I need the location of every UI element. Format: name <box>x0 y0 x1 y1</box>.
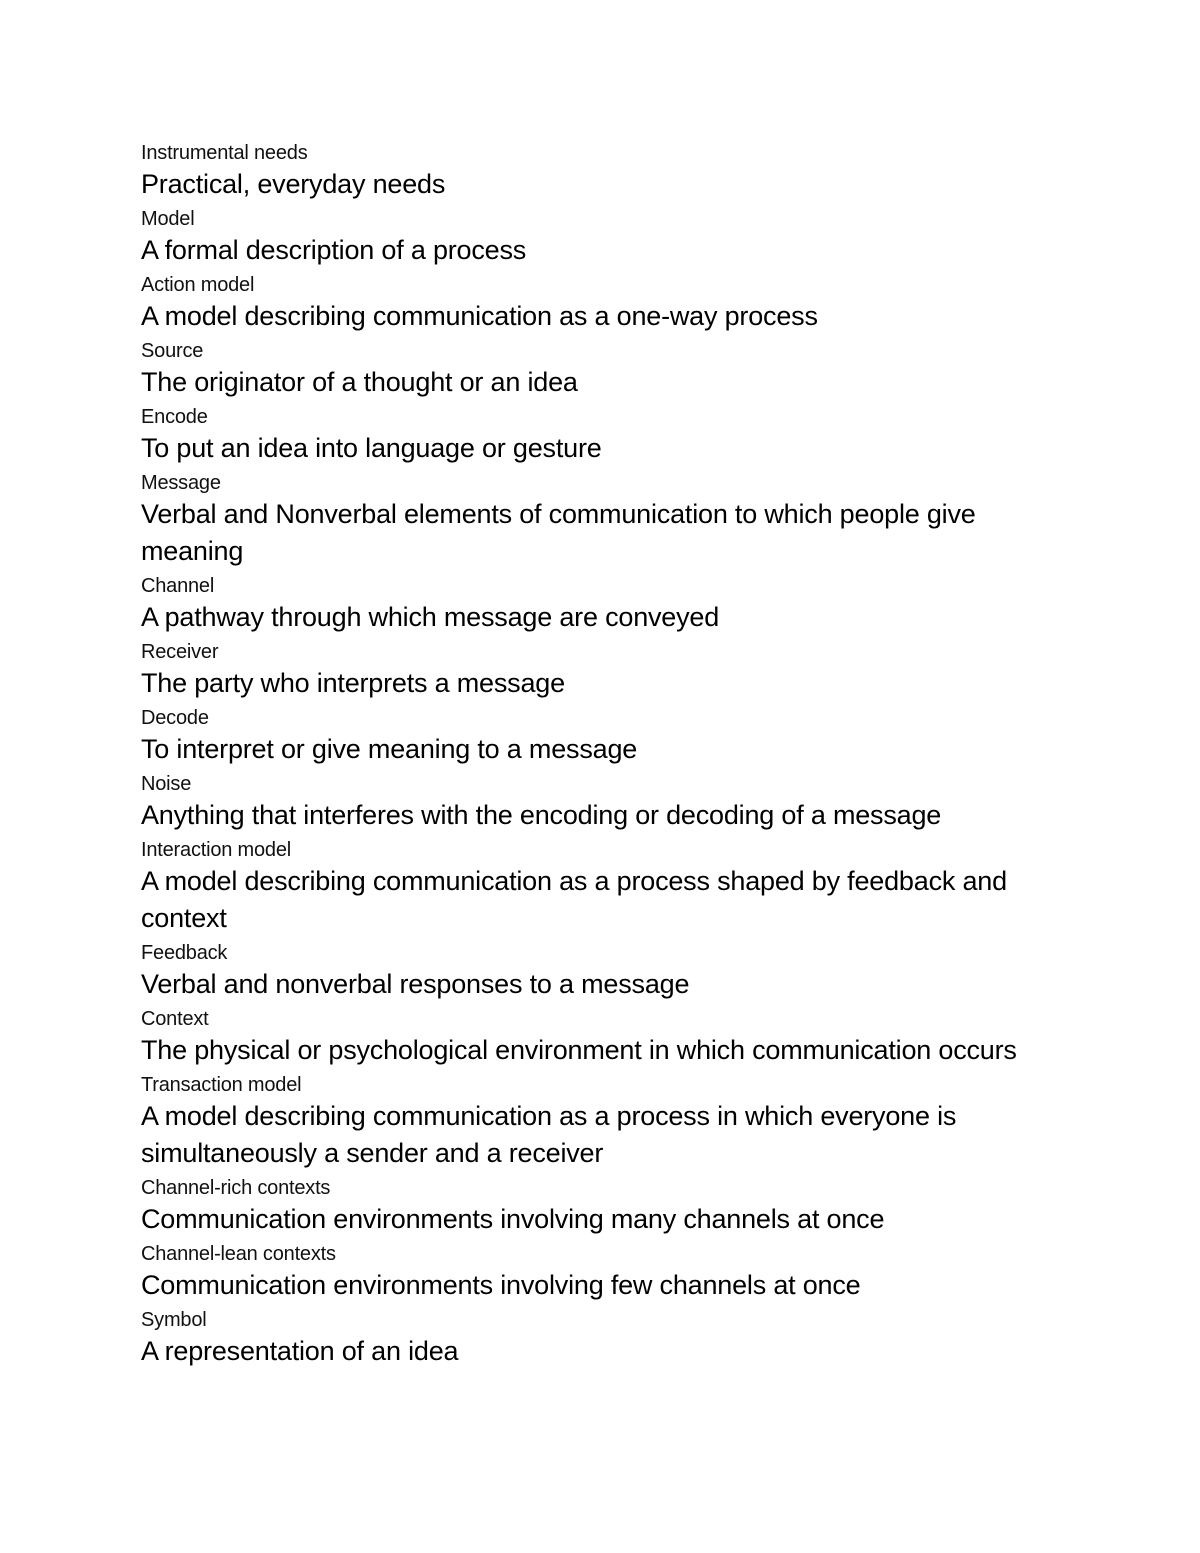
glossary-entry <box>141 1307 1081 1370</box>
definition-channel-lean-contexts: Communication environments involving few channels at once <box>141 1270 861 1300</box>
term-noise: Noise <box>141 773 192 795</box>
definition-message: Verbal and Nonverbal elements of communication to which people give meaning <box>141 499 976 566</box>
glossary-entry <box>141 1072 1081 1172</box>
glossary-entry <box>141 771 1081 834</box>
term-model: Model <box>141 208 195 230</box>
definition-source: The originator of a thought or an idea <box>141 367 578 397</box>
definition-symbol: A representation of an idea <box>141 1336 459 1366</box>
glossary-entry <box>141 1006 1081 1069</box>
glossary-entry <box>141 837 1081 937</box>
glossary-entry <box>141 338 1081 401</box>
definition-feedback: Verbal and nonverbal responses to a message <box>141 969 690 999</box>
definition-channel: A pathway through which message are conveyed <box>141 602 720 632</box>
glossary-entry <box>141 573 1081 636</box>
glossary-entry <box>141 1241 1081 1304</box>
term-channel: Channel <box>141 575 215 597</box>
term-encode: Encode <box>141 406 208 428</box>
glossary-entry <box>141 404 1081 467</box>
glossary-entry <box>141 272 1081 335</box>
definition-interaction-model: A model describing communication as a process shaped by feedback and context <box>141 866 1007 933</box>
glossary-list <box>141 140 1081 1373</box>
glossary-entry <box>141 705 1081 768</box>
definition-context: The physical or psychological environment in which communication occurs <box>141 1035 1017 1065</box>
definition-encode: To put an idea into language or gesture <box>141 433 602 463</box>
definition-instrumental-needs: Practical, everyday needs <box>141 169 446 199</box>
term-context: Context <box>141 1008 209 1030</box>
glossary-entry <box>141 639 1081 702</box>
term-action-model: Action model <box>141 274 255 296</box>
definition-transaction-model: A model describing communication as a process in which everyone is simultaneously a sender and a receiver <box>141 1101 957 1168</box>
term-receiver: Receiver <box>141 641 219 663</box>
term-decode: Decode <box>141 707 209 729</box>
definition-action-model: A model describing communication as a one-way process <box>141 301 818 331</box>
term-channel-rich-contexts: Channel-rich contexts <box>141 1177 331 1199</box>
definition-channel-rich-contexts: Communication environments involving many channels at once <box>141 1204 885 1234</box>
glossary-entry <box>141 1175 1081 1238</box>
glossary-entry <box>141 206 1081 269</box>
definition-receiver: The party who interprets a message <box>141 668 565 698</box>
term-source: Source <box>141 340 204 362</box>
glossary-entry <box>141 140 1081 203</box>
term-symbol: Symbol <box>141 1309 207 1331</box>
term-transaction-model: Transaction model <box>141 1074 302 1096</box>
term-instrumental-needs: Instrumental needs <box>141 142 308 164</box>
definition-decode: To interpret or give meaning to a message <box>141 734 638 764</box>
definition-model: A formal description of a process <box>141 235 527 265</box>
definition-noise: Anything that interferes with the encoding or decoding of a message <box>141 800 942 830</box>
term-feedback: Feedback <box>141 942 228 964</box>
glossary-entry <box>141 470 1081 570</box>
term-message: Message <box>141 472 221 494</box>
glossary-entry <box>141 940 1081 1003</box>
term-interaction-model: Interaction model <box>141 839 292 861</box>
term-channel-lean-contexts: Channel-lean contexts <box>141 1243 336 1265</box>
